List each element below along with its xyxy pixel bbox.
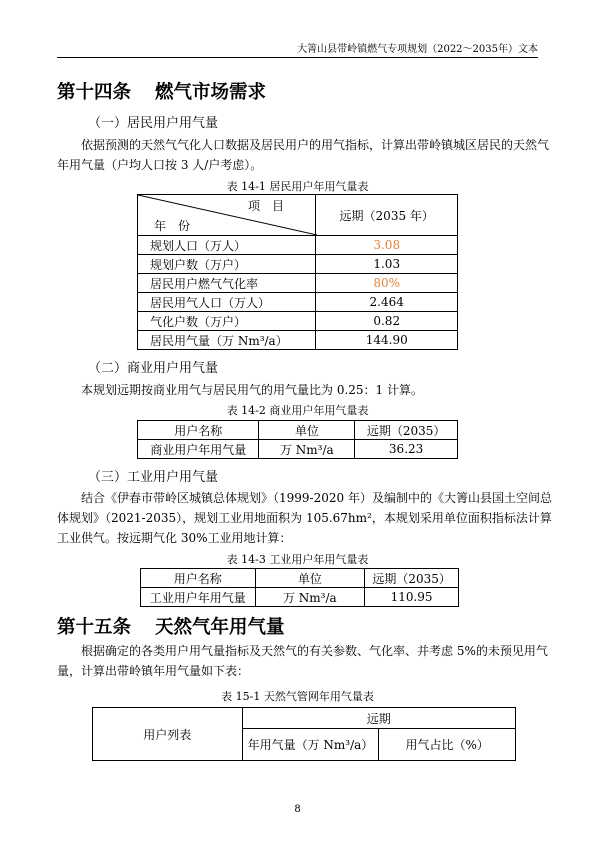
header-long-term-group: 远期 [242,708,515,729]
table-row [138,236,458,255]
header-item: 项 目 [248,199,285,213]
table-14-2 [137,420,458,459]
header-unit: 单位 [259,421,355,440]
section-industrial-heading: （三）工业用户用气量 [88,470,219,485]
section-commercial-heading: （二）商业用户用气量 [88,361,219,376]
table-14-1 [137,194,458,350]
table-14-2-caption: 表 14-2 商业用户年用气量表 [226,404,369,417]
header-long-term: 远期（2035 年） [316,195,458,236]
article-14-heading [57,78,266,104]
article-15-heading [57,613,285,639]
table-row [141,588,459,607]
section-residential-heading: （一）居民用户用气量 [88,116,219,131]
row-label: 居民用户燃气气化率 [138,274,316,293]
header-year: 年 份 [154,219,191,233]
article-15-title: 天然气年用气量 [155,617,285,638]
table-14-3 [140,568,459,607]
table-14-1-diagonal-header [138,195,316,236]
row-label: 居民用气量（万 Nm³/a） [138,331,316,350]
header-user-list: 用户列表 [93,708,243,761]
header-long-term: 远期（2035） [365,569,459,588]
table-row [138,293,458,312]
article-15-paragraph: 根据确定的各类用户用气量指标及天然气的有关参数、气化率、并考虑 5%的未预见用气量，计算出带岭镇年用气量如下表： [57,644,548,678]
header-user-name: 用户名称 [138,421,259,440]
row-value: 144.90 [316,331,458,350]
header-long-term: 远期（2035） [355,421,458,440]
article-14-title: 燃气市场需求 [155,82,267,103]
row-value: 0.82 [316,312,458,331]
header-unit: 单位 [255,569,365,588]
table-row [138,274,458,293]
cell-unit: 万 Nm³/a [259,440,355,459]
table-15-1 [92,707,516,761]
row-value: 80% [316,274,458,293]
table-15-1-caption: 表 15-1 天然气管网年用气量表 [221,690,374,703]
row-label: 居民用气人口（万人） [138,293,316,312]
row-value: 3.08 [316,236,458,255]
cell-value: 110.95 [365,588,459,607]
article-14-number: 第十四条 [57,82,132,103]
row-label: 规划人口（万人） [138,236,316,255]
cell-unit: 万 Nm³/a [255,588,365,607]
row-value: 2.464 [316,293,458,312]
header-annual-volume: 年用气量（万 Nm³/a） [242,729,379,761]
header-share: 用气占比（%） [379,729,516,761]
page-number: 8 [294,804,301,815]
table-14-1-caption: 表 14-1 居民用户年用气量表 [226,180,369,193]
row-label: 气化户数（万户） [138,312,316,331]
cell-value: 36.23 [355,440,458,459]
table-row [138,331,458,350]
section-residential-paragraph: 依据预测的天然气气化人口数据及居民用户的用气指标，计算出带岭镇城区居民的天然气年用气量（户均人口按 3 人/户考虑）。 [57,138,550,172]
cell-user-name: 工业用户年用气量 [141,588,256,607]
table-14-3-caption: 表 14-3 工业用户年用气量表 [226,553,369,566]
table-row [138,440,458,459]
table-row [138,312,458,331]
section-commercial-paragraph: 本规划远期按商业用气与居民用气的用气量比为 0.25：1 计算。 [81,383,423,397]
article-15-number: 第十五条 [57,617,132,638]
running-header: 大箐山县带岭镇燃气专项规划（2022～2035年）文本 [297,44,538,55]
cell-user-name: 商业用户年用气量 [138,440,259,459]
row-value: 1.03 [316,255,458,274]
section-industrial-paragraph: 结合《伊春市带岭区城镇总体规划》（1999-2020 年）及编制中的《大箐山县国土空间总体规划》（2021-2035），规划工业用地面积为 105.67hm²，本规划采用单位面积指标法计算工业供气。按远期气化 30%工业用地计算： [57,491,552,545]
header-user-name: 用户名称 [141,569,256,588]
row-label: 规划户数（万户） [138,255,316,274]
header-rule [57,57,538,58]
table-row [138,255,458,274]
